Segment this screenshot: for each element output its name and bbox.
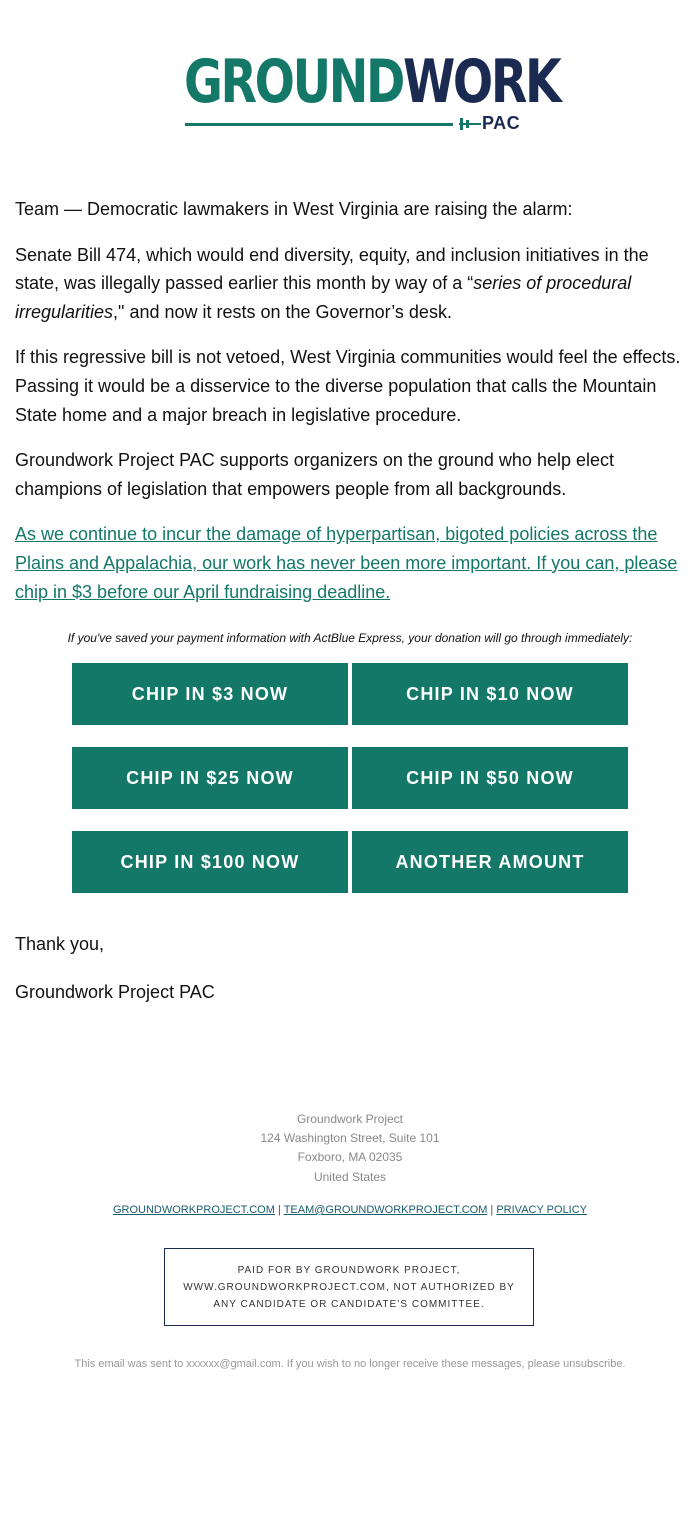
signoff-thanks: Thank you, <box>15 934 105 954</box>
another-amount-button[interactable]: ANOTHER AMOUNT <box>352 831 628 893</box>
logo-word-ground: GROUND <box>184 47 403 117</box>
chip-in-10-button[interactable]: CHIP IN $10 NOW <box>352 663 628 725</box>
website-link[interactable]: GROUNDWORKPROJECT.COM <box>112 1204 275 1216</box>
disclaimer-text: PAID FOR BY GROUNDWORK PROJECT, WWW.GROUNDWORKPROJECT.COM, NOT AUTHORIZED BY ANY CANDIDATE OR CANDIDATE’S COMMITTEE. <box>183 1264 515 1310</box>
footer-city: Foxboro, MA 02035 <box>297 1150 403 1164</box>
footer-org: Groundwork Project <box>296 1112 404 1126</box>
paragraph-bill-quote: series of procedural irregularities <box>15 273 632 322</box>
logo-underline <box>185 123 453 126</box>
unsubscribe-notice: This email was sent to xxxxxx@gmail.com. If you wish to no longer receive these messages, please unsubscribe. <box>74 1358 626 1370</box>
chip-in-25-button[interactable]: CHIP IN $25 NOW <box>72 747 348 809</box>
footer-street: 124 Washington Street, Suite 101 <box>260 1131 440 1145</box>
footer-country: United States <box>313 1170 387 1184</box>
logo-pac-text: PAC <box>482 113 521 133</box>
groundwork-pac-logo <box>184 47 560 134</box>
actblue-express-note: If you've saved your payment information with ActBlue Express, your donation will go through immediately: <box>67 631 633 645</box>
cta-donate-link[interactable]: As we continue to incur the damage of hyperpartisan, bigoted policies across the Plains and Appalachia, our work has never been more important. If you can, please chip in $3 before our April fundraising deadline. <box>15 524 678 602</box>
logo-word-work: WORK <box>402 47 560 117</box>
paragraph-cta <box>15 520 687 606</box>
chip-in-50-button[interactable]: CHIP IN $50 NOW <box>352 747 628 809</box>
link-separator: | <box>490 1204 494 1216</box>
email-body <box>15 195 687 623</box>
paragraph-intro: Team — Democratic lawmakers in West Virginia are raising the alarm: <box>15 199 573 219</box>
link-separator: | <box>277 1204 281 1216</box>
email-link[interactable]: TEAM@GROUNDWORKPROJECT.COM <box>283 1204 488 1216</box>
paragraph-bill-text-c: ," and now it rests on the Governor’s desk. <box>113 301 452 322</box>
signoff-name: Groundwork Project PAC <box>15 982 215 1002</box>
paid-for-disclaimer <box>164 1248 534 1326</box>
chip-in-100-button[interactable]: CHIP IN $100 NOW <box>72 831 348 893</box>
paragraph-bill <box>15 241 687 327</box>
logo-wordmark <box>184 47 560 117</box>
paragraph-mission: Groundwork Project PAC supports organizers on the ground who help elect champions of legislation that empowers people from all backgrounds. <box>15 450 614 499</box>
paragraph-bill-text-a: Senate Bill 474, which would end diversity, equity, and inclusion initiatives in the state, was illegally passed earlier this month by way of a “ <box>15 244 649 294</box>
chip-in-3-button[interactable]: CHIP IN $3 NOW <box>72 663 348 725</box>
paragraph-effects: If this regressive bill is not vetoed, West Virginia communities would feel the effects. Passing it would be a disservice to the diverse population that calls the Mountain State home and a major breach in legislative procedure. <box>15 347 681 425</box>
privacy-policy-link[interactable]: PRIVACY POLICY <box>496 1204 588 1216</box>
logo-barbell-icon <box>459 116 481 132</box>
footer-links <box>0 1202 700 1218</box>
